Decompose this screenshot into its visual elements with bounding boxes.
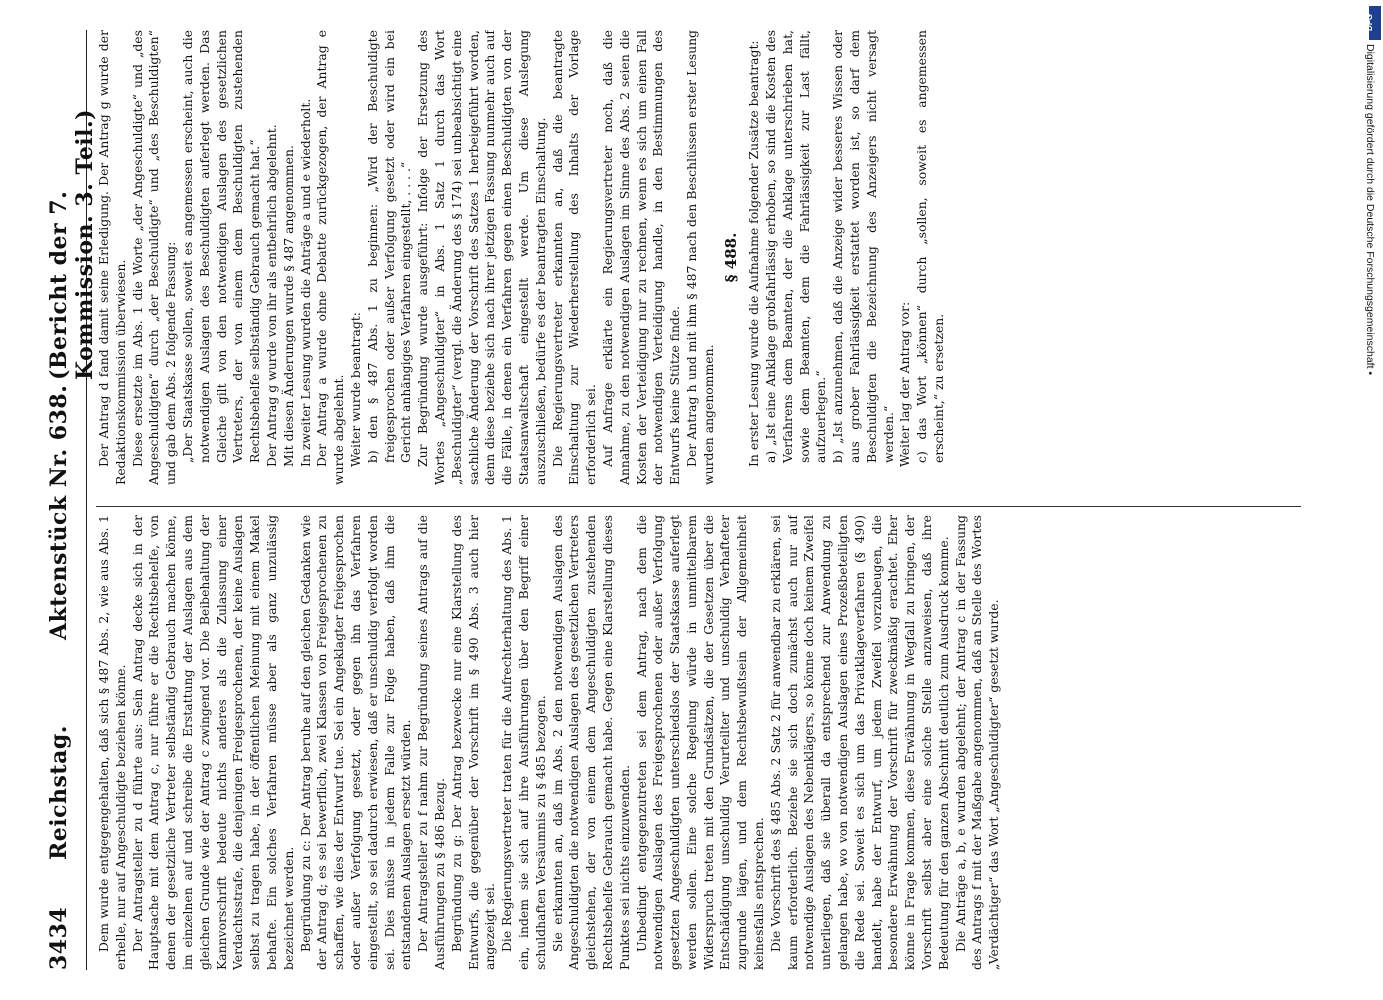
header-right: (Bericht der 7. Kommission. 3. Teil.) (46, 108, 98, 380)
paragraph: Die Vorschrift des § 485 Abs. 2 Satz 2 für anwendbar zu erklären, sei kaum erforderlich. Beziehe sie sich doch zunächst auch nur auf notwendige Auslagen des Nebenklägers, so könne doch keinem Zweifel unterliegen, daß sie überall da entsprechend zur Anwendung zu gelangen habe, wo von notwendigen Auslagen eines Prozeßbeteiligten die Rede sei. Soweit es sich um das Privatklageverfahren (§ 490) handelt, habe der Entwurf, um jedem Zweifel vorzubeugen, die besondere Erwähnung der Vorschrift für zweckmäßig erachtet. Eher könne in Frage kommen, diese Erwähnung in Wegfall zu bringen, der Vorschrift selbst aber eine solche Stelle anzuweisen, daß ihre Bedeutung für den ganzen Abschnitt deutlich zum Ausdruck komme. (767, 515, 951, 970)
paragraph: Diese ersetzte im Abs. 1 die Worte „der Angeschuldigte“ und „des Angeschuldigten“ durch „der Beschuldigte“ und „des Beschuldigten“ und gab dem Abs. 2 folgende Fassung: (129, 30, 179, 485)
paragraph: Sie erkannten an, daß im Abs. 2 den notwendigen Auslagen des Angeschuldigten die notwendigen Auslagen des gesetzlichen Vertreters gleichstehen, der von einem dem Angeschuldigten zustehenden Rechtsbehelfe Gebrauch gemacht habe. Gegen eine Klarstellung dieses Punktes sei nichts einzuwenden. (549, 515, 632, 970)
paragraph: Der Antrag d fand damit seine Erledigung. Der Antrag g wurde der Redaktionskommission überwiesen. (96, 30, 128, 485)
paragraph: Weiter wurde beantragt: (347, 312, 363, 467)
paragraph: Der Antrag g wurde von ihr als entbehrlich abgelehnt. (263, 124, 279, 467)
list-item: a) „Ist eine Anklage grobfahrlässig erhoben, so sind die Kosten des Verfahrens dem Beamten, der die Anklage unterschrieben hat, sowie dem Beamten, dem die Fahrlässigkeit zur Last fällt, aufzuerlegen.“ (763, 30, 829, 463)
dfg-logo-text: DFG (1364, 14, 1374, 31)
paragraph: Auf Anfrage erklärte ein Regierungsvertreter noch, daß die Annahme, zu den notwendigen Auslagen im Sinne des Abs. 2 seien die Kosten der Verteidigung nur zu rechnen, wenn es sich um einen Fall der notwendigen Verteidigung handle, in den Bestimmungen des Entwurfs keine Stütze finde. (599, 30, 683, 485)
paragraph: Mit diesen Änderungen wurde § 487 angenommen. (280, 145, 296, 467)
paragraph: Der Antrag a wurde ohne Debatte zurückgezogen, der Antrag e wurde abgelehnt. (314, 30, 347, 485)
paragraph: Der Antragsteller zu d führte aus: Sein Antrag decke sich in der Hauptsache mit dem Antrag c, nur führe er die Rechtsbehelfe, von denen der gesetzliche Vertreter selbständig Gebrauch machen könne, im einzelnen auf und schreibe die Erstattung der Auslagen aus dem gleichen Grunde wie der Antrag c zwingend vor. Die Beibehaltung der Kannvorschrift bedeute nichts anderes als die Zulassung einer Verdachtsstrafe, die denjenigen Freigesprochenen, der keine Auslagen selbst zu tragen habe, in der öffentlichen Meinung mit einem Makel behafte. Ein solches Verfahren müsse aber als ganz unzulässig bezeichnet werden. (129, 515, 296, 970)
right-column (96, 30, 1306, 485)
paragraph: Die Regierungsvertreter erkannten an, daß die beantragte Einschaltung zur Wiederherstellung des Inhalts der Vorlage erforderlich sei. (549, 30, 599, 485)
list-item: b) den § 487 Abs. 1 zu beginnen: „Wird der Beschuldigte freigesprochen oder außer Verfolgung gesetzt oder wird ein bei Gericht anhängiges Verfahren eingestellt, . . . .“ (364, 30, 414, 463)
paragraph: Der Antrag h und mit ihm § 487 nach den Beschlüssen erster Lesung wurden angenommen. (683, 30, 716, 485)
digitization-credit: Digitalisierung gefördert durch die Deutsche Forschungsgemeinschaft • (1364, 44, 1376, 376)
paragraph: In erster Lesung wurde die Aufnahme folgender Zusätze beantragt: (746, 40, 762, 467)
header-middle: Aktenstück Nr. 638. (46, 384, 72, 640)
paragraph: Weiter lag der Antrag vor: (897, 301, 913, 467)
paragraph: Die Regierungsvertreter traten für die Aufrechterhaltung des Abs. 1 ein, indem sie sich auf ihre Ausführungen über den Begriff einer schuldhaften Versäumnis zu § 485 bezogen. (499, 515, 548, 970)
paragraph: Der Antragsteller zu f nahm zur Begründung seines Antrags auf die Ausführungen zu § 486 Bezug. (415, 515, 447, 970)
digitization-sidebar (1338, 0, 1383, 1000)
header-left: Reichstag. (46, 725, 72, 860)
paragraph: In zweiter Lesung wurden die Anträge a und e wiederholt. (297, 98, 313, 467)
page-number: 3434 (46, 906, 72, 970)
list-item: b) „Ist anzunehmen, daß die Anzeige wider besseres Wissen oder aus grober Fahrlässigkeit erstattet worden ist, so darf dem Beschuldigten die Bezeichnung des Anzeigers nicht versagt werden.“ (830, 30, 896, 463)
paragraph: Die Anträge a, b, e wurden abgelehnt; der Antrag c in der Fassung des Antrags f mit der Maßgabe angenommen, daß an Stelle des Wortes „Verdächtiger“ das Wort „Angeschuldigter“ gesetzt wurde. (952, 515, 1002, 970)
left-column (96, 515, 1306, 970)
paragraph: Zur Begründung wurde ausgeführt: Infolge der Ersetzung des Wortes „Angeschuldigter“ in Abs. 1 Satz 1 durch das Wort „Beschuldigter“ (vergl. die Änderung des § 174) sei unbeabsichtigt eine sachliche Änderung der Vorschrift des Satzes 1 herbeigeführt worden, denn diese beziehe sich nach ihrer jetzigen Fassung nunmehr auch auf die Fälle, in denen ein Verfahren gegen einen Beschuldigten von der Staatsanwaltschaft eingestellt werde. Um diese Auslegung auszuschließen, bedürfe es der beantragten Einschaltung. (415, 30, 548, 485)
page-header (38, 30, 98, 970)
dfg-logo (1364, 6, 1381, 40)
paragraph: Begründung zu g: Der Antrag bezwecke nur eine Klarstellung des Entwurfs, die gegenüber der Vorschrift im § 490 Abs. 3 auch hier angezeigt sei. (448, 515, 498, 970)
quoted-paragraph: „Der Staatskasse sollen, soweit es angemessen erscheint, auch die notwendigen Auslagen des Beschuldigten auferlegt werden. Das Gleiche gilt von den notwendigen Auslagen des gesetzlichen Vertreters, der von einem dem Beschuldigten zustehenden Rechtsbehelfe selbständig Gebrauch gemacht hat.“ (179, 30, 263, 463)
paragraph: Begründung zu c: Der Antrag beruhe auf den gleichen Gedanken wie der Antrag d; es sei bewerflich, zwei Klassen von Freigesprochenen zu schaffen, wie dies der Entwurf tue. Sei ein Angeklagter freigesprochen oder außer Verfolgung gesetzt, oder gegen ihn das Verfahren eingestellt, so sei dadurch erwiesen, daß er unschuldig verfolgt worden sei. Dies müsse in jedem Falle zur Folge haben, daß ihm die entstandenen Auslagen ersetzt würden. (297, 515, 414, 970)
section-heading: § 488. (722, 232, 741, 283)
paragraph: Unbedingt entgegenzutreten sei dem Antrag, nach dem die notwendigen Auslagen des Freigesprochenen oder außer Verfolgung gesetzten Angeschuldigten unterschiedslos der Staatskasse auferlegt werden sollen. Eine solche Regelung würde in unmittelbarem Widerspruch treten mit den Grundsätzen, die der Gesetzen über die Entschädigung unschuldig Verurteilter und unschuldig Verhafteter zugrunde lägen, und dem Rechtsbewußtsein der Allgemeinheit keinesfalls entsprechen. (633, 515, 767, 970)
column-divider (96, 506, 1301, 507)
paragraph: Dem wurde entgegengehalten, daß sich § 487 Abs. 2, wie aus Abs. 1 erhelle, nur auf Angeschuldigte beziehen könne. (96, 515, 128, 970)
list-item: c) das Wort „können“ durch „sollen, soweit es angemessen erscheint,“ zu ersetzen. (914, 30, 947, 463)
